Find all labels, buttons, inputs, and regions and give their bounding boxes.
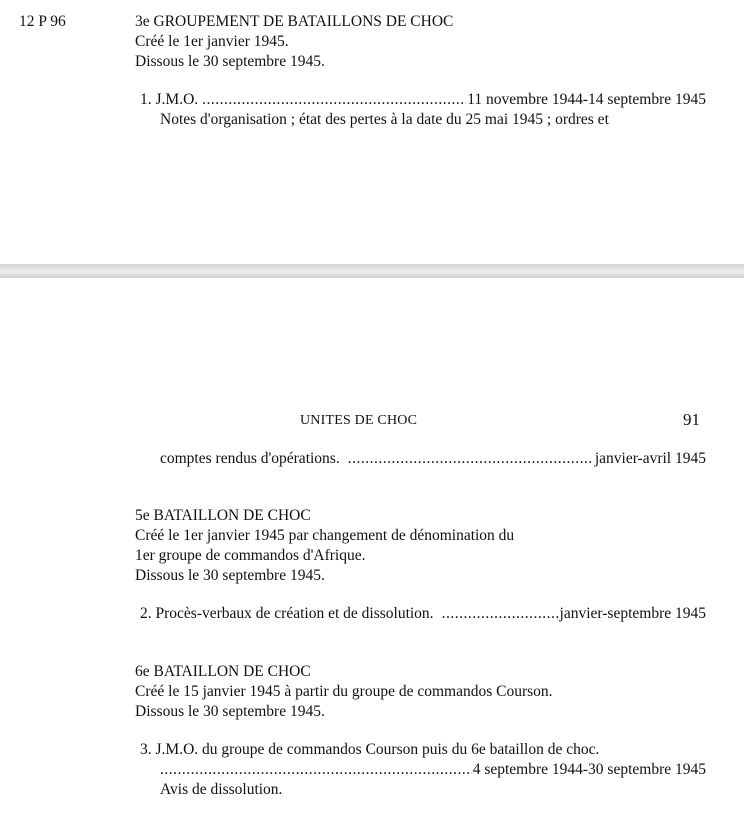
dissolution-date: Dissous le 30 septembre 1945.: [135, 53, 325, 70]
entry-1: [140, 90, 706, 110]
leader-dots: [442, 604, 559, 624]
entry-1-continuation: [160, 449, 706, 469]
entry-1-label: 1. J.M.O.: [140, 91, 199, 108]
entry-1-dates: 11 novembre 1944-14 septembre 1945: [467, 91, 706, 108]
bottom-page: [0, 278, 744, 824]
entry-1-note: Notes d'organisation ; état des pertes à la date du 25 mai 1945 ; ordres et: [160, 111, 609, 128]
page-number: 91: [683, 410, 700, 429]
continuation-text: comptes rendus d'opérations.: [160, 450, 340, 467]
creation-date: Créé le 15 janvier 1945 à partir du groupe de commandos Courson.: [135, 683, 553, 700]
archive-cote: 12 P 96: [19, 13, 66, 30]
running-head: UNITES DE CHOC: [300, 413, 418, 428]
entry-3-label: 3. J.M.O. du groupe de commandos Courson puis du 6e bataillon de choc.: [140, 741, 600, 758]
entry-2-label: 2. Procès-verbaux de création et de dissolution.: [140, 605, 434, 622]
entry-3-note: Avis de dissolution.: [160, 781, 283, 798]
entry-3-dates-line: [160, 760, 706, 780]
top-page: [0, 0, 744, 264]
creation-date-continued: 1er groupe de commandos d'Afrique.: [135, 547, 366, 564]
creation-date: Créé le 1er janvier 1945.: [135, 33, 289, 50]
creation-date: Créé le 1er janvier 1945 par changement de dénomination du: [135, 527, 515, 544]
entry-2: [140, 604, 706, 624]
page-separator: [0, 264, 744, 278]
unit-title: 6e BATAILLON DE CHOC: [135, 663, 311, 680]
dissolution-date: Dissous le 30 septembre 1945.: [135, 703, 325, 720]
entry-3-dates: 4 septembre 1944-30 septembre 1945: [472, 761, 706, 778]
unit-title: 5e BATAILLON DE CHOC: [135, 507, 311, 524]
leader-dots: [202, 90, 466, 110]
entry-2-dates: janvier-septembre 1945: [559, 605, 706, 622]
unit-title: 3e GROUPEMENT DE BATAILLONS DE CHOC: [135, 13, 454, 30]
dissolution-date: Dissous le 30 septembre 1945.: [135, 567, 325, 584]
continuation-dates: janvier-avril 1945: [594, 450, 706, 467]
leader-dots: [348, 449, 594, 469]
leader-dots: [160, 760, 472, 780]
